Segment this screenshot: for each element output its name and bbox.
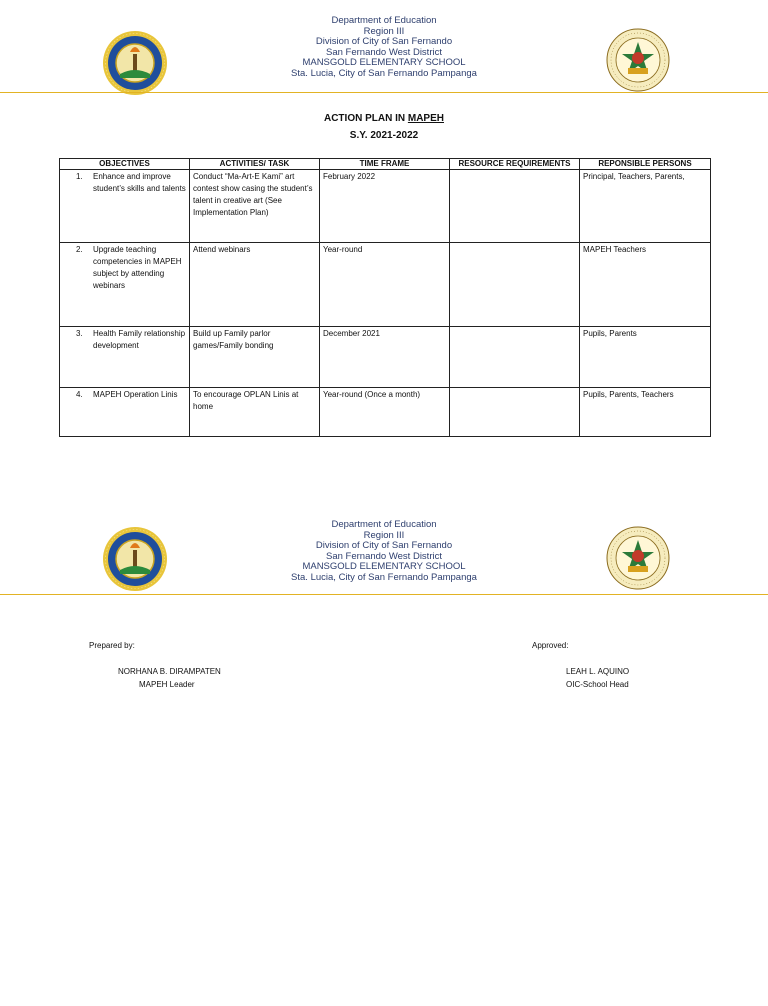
- persons-cell: Pupils, Parents, Teachers: [580, 388, 711, 437]
- letterhead-address: Sta. Lucia, City of San Fernando Pampanga: [291, 67, 477, 79]
- persons-cell: Principal, Teachers, Parents,: [580, 170, 711, 243]
- letterhead-divider: [0, 92, 768, 93]
- column-header-persons: REPONSIBLE PERSONS: [580, 159, 711, 170]
- prepared-by-title: MAPEH Leader: [139, 680, 195, 689]
- letterhead-divider: [0, 594, 768, 595]
- title-prefix: ACTION PLAN IN: [323, 113, 408, 124]
- objective-text: Upgrade teaching competencies in MAPEH subject by attending webinars: [93, 245, 182, 290]
- table-row: [60, 170, 711, 243]
- letterhead-department: Department of Education: [331, 519, 437, 530]
- resources-cell: [450, 327, 580, 388]
- letterhead-top: [0, 16, 768, 116]
- column-header-objectives: OBJECTIVES: [60, 159, 190, 170]
- column-header-time-frame: TIME FRAME: [320, 159, 450, 170]
- table-row: [60, 388, 711, 437]
- activity-cell: Conduct “Ma-Art-E Kami” art contest show casing the student’s talent in creative art (See Implementation Plan): [190, 170, 320, 243]
- persons-cell: MAPEH Teachers: [580, 243, 711, 327]
- page-title: [0, 113, 768, 124]
- letterhead-district: San Fernando West District: [326, 46, 442, 58]
- objective-text: Health Family relationship development: [93, 329, 186, 350]
- letterhead-region: Region III: [363, 529, 405, 541]
- letterhead-region: Region III: [363, 25, 405, 37]
- column-header-activities: ACTIVITIES/ TASK: [190, 159, 320, 170]
- letterhead-district: San Fernando West District: [326, 550, 442, 562]
- table-header-row: [60, 159, 711, 170]
- letterhead-school: MANSGOLD ELEMENTARY SCHOOL: [302, 57, 466, 68]
- row-number: 1.: [76, 172, 83, 181]
- approved-by-label: Approved:: [532, 641, 569, 650]
- objective-text: MAPEH Operation Linis: [93, 390, 178, 399]
- resources-cell: [450, 170, 580, 243]
- letterhead-address: Sta. Lucia, City of San Fernando Pampanga: [291, 571, 477, 583]
- letterhead-second: [0, 520, 768, 620]
- title-subject: MAPEH: [407, 113, 444, 124]
- table-row: [60, 327, 711, 388]
- school-year: S.Y. 2021-2022: [349, 130, 419, 141]
- persons-cell: Pupils, Parents: [580, 327, 711, 388]
- time-frame-cell: Year-round (Once a month): [320, 388, 450, 437]
- objective-cell: [60, 170, 190, 243]
- row-number: 4.: [76, 390, 83, 399]
- activity-cell: Build up Family parlor games/Family bonding: [190, 327, 320, 388]
- resources-cell: [450, 243, 580, 327]
- letterhead-school: MANSGOLD ELEMENTARY SCHOOL: [302, 561, 466, 572]
- activity-cell: Attend webinars: [190, 243, 320, 327]
- time-frame-cell: February 2022: [320, 170, 450, 243]
- approved-by-name: LEAH L. AQUINO: [566, 667, 630, 676]
- objective-text: Enhance and improve student’s skills and talents: [93, 172, 186, 193]
- time-frame-cell: Year-round: [320, 243, 450, 327]
- prepared-by-name: NORHANA B. DIRAMPATEN: [118, 667, 221, 676]
- row-number: 3.: [76, 329, 83, 338]
- time-frame-cell: December 2021: [320, 327, 450, 388]
- activity-cell: To encourage OPLAN Linis at home: [190, 388, 320, 437]
- prepared-by-label: Prepared by:: [89, 641, 135, 650]
- action-plan-table: [59, 158, 711, 437]
- letterhead-department: Department of Education: [331, 15, 437, 26]
- letterhead-division: Division of City of San Fernando: [315, 540, 453, 551]
- column-header-resources: RESOURCE REQUIREMENTS: [450, 159, 580, 170]
- objective-cell: [60, 388, 190, 437]
- approved-by-title: OIC-School Head: [566, 680, 629, 689]
- objective-cell: [60, 327, 190, 388]
- row-number: 2.: [76, 245, 83, 254]
- objective-cell: [60, 243, 190, 327]
- letterhead-division: Division of City of San Fernando: [315, 36, 453, 47]
- district-seal-icon: [606, 526, 670, 590]
- district-seal-icon: [606, 28, 670, 92]
- table-row: [60, 243, 711, 327]
- resources-cell: [450, 388, 580, 437]
